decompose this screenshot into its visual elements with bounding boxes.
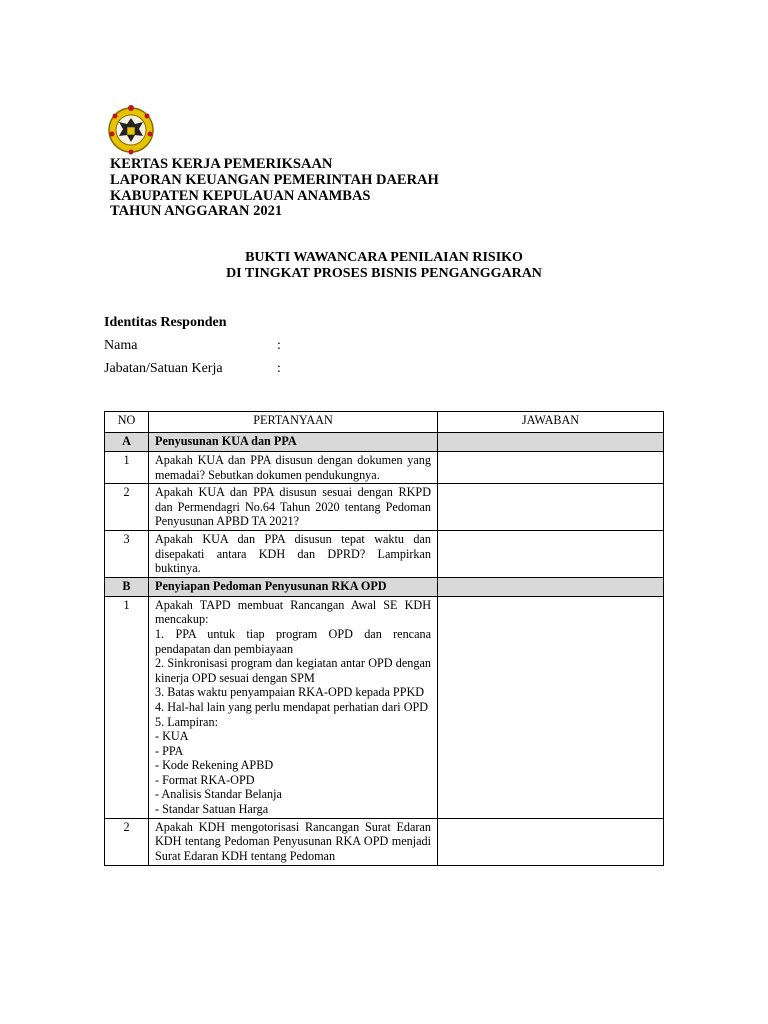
answer-cell[interactable] (438, 596, 664, 818)
question-line: - KUA (155, 729, 189, 744)
answer-cell[interactable] (438, 452, 664, 484)
question-line: - Format RKA-OPD (155, 772, 255, 787)
question-row (105, 596, 664, 818)
header-line-1: KERTAS KERJA PEMERIKSAAN (110, 156, 333, 172)
respondent-position-label: Jabatan/Satuan Kerja (104, 361, 223, 376)
section-answer-cell (438, 577, 664, 596)
question-line: Apakah KUA dan PPA disusun dengan dokumen yang memadai? Sebutkan dokumen pendukungnya. (155, 453, 431, 482)
title-line-2: DI TINGKAT PROSES BISNIS PENGANGGARAN (226, 265, 542, 281)
question-text (149, 818, 438, 865)
header-no: NO (105, 412, 149, 433)
question-line: - Kode Rekening APBD (155, 758, 274, 773)
document-header (110, 157, 439, 220)
title-line-1: BUKTI WAWANCARA PENILAIAN RISIKO (245, 250, 523, 265)
respondent-name-label: Nama (104, 338, 138, 353)
document-title (0, 250, 768, 281)
question-line: 5. Lampiran: (155, 714, 218, 729)
header-line-4: TAHUN ANGGARAN 2021 (110, 203, 283, 220)
question-line: - Standar Satuan Harga (155, 802, 269, 817)
question-number: 2 (105, 818, 149, 865)
section-title: Penyusunan KUA dan PPA (149, 433, 438, 452)
question-line: Apakah KDH mengotorisasi Rancangan Surat Edaran KDH tentang Pedoman Penyusunan RKA OPD menjadi Surat Edaran KDH tentang Pedoman (155, 819, 431, 863)
interview-table (104, 411, 664, 866)
header-question: PERTANYAAN (149, 412, 438, 433)
question-number: 2 (105, 484, 149, 531)
question-line: Apakah KUA dan PPA disusun tepat waktu dan disepakati antara KDH dan DPRD? Lampirkan buktinya. (155, 531, 431, 576)
question-text (149, 530, 438, 577)
question-row (105, 530, 664, 577)
respondent-heading: Identitas Responden (104, 315, 227, 330)
question-row (105, 818, 664, 865)
section-code: B (105, 577, 149, 596)
respondent-position-field (104, 361, 281, 377)
section-answer-cell (438, 433, 664, 452)
section-row (105, 577, 664, 596)
section-code: A (105, 433, 149, 452)
question-text-clip (155, 820, 431, 864)
question-text (149, 596, 438, 818)
question-text (149, 452, 438, 484)
regency-emblem-logo (106, 102, 156, 158)
question-number: 1 (105, 452, 149, 484)
respondent-position-colon: : (277, 361, 281, 376)
question-number: 1 (105, 596, 149, 818)
question-line: 4. Hal-hal lain yang perlu mendapat perhatian dari OPD (155, 699, 429, 714)
table-header-row (105, 412, 664, 433)
question-line: 2. Sinkronisasi program dan kegiatan antar OPD dengan kinerja OPD sesuai dengan SPM (155, 656, 431, 685)
respondent-name-colon: : (277, 338, 281, 353)
question-line: 1. PPA untuk tiap program OPD dan rencana pendapatan dan pembiayaan (155, 626, 431, 656)
question-row (105, 484, 664, 531)
header-line-3: KABUPATEN KEPULAUAN ANAMBAS (110, 187, 371, 204)
question-line: - PPA (155, 743, 184, 758)
header-answer: JAWABAN (438, 412, 664, 433)
question-line: 3. Batas waktu penyampaian RKA-OPD kepada PPKD (155, 685, 425, 700)
respondent-name-field (104, 338, 281, 354)
question-number: 3 (105, 530, 149, 577)
section-row (105, 433, 664, 452)
question-text (149, 484, 438, 531)
answer-cell[interactable] (438, 818, 664, 865)
question-row (105, 452, 664, 484)
header-line-2: LAPORAN KEUANGAN PEMERINTAH DAERAH (110, 171, 439, 188)
question-line: Apakah TAPD membuat Rancangan Awal SE KDH mencakup: (155, 597, 431, 627)
answer-cell[interactable] (438, 484, 664, 531)
question-line: Apakah KUA dan PPA disusun sesuai dengan RKPD dan Permendagri No.64 Tahun 2020 tentang Pedoman Penyusunan APBD TA 2021? (155, 485, 431, 529)
question-line: - Analisis Standar Belanja (155, 787, 282, 802)
answer-cell[interactable] (438, 530, 664, 577)
section-title: Penyiapan Pedoman Penyusunan RKA OPD (149, 577, 438, 596)
